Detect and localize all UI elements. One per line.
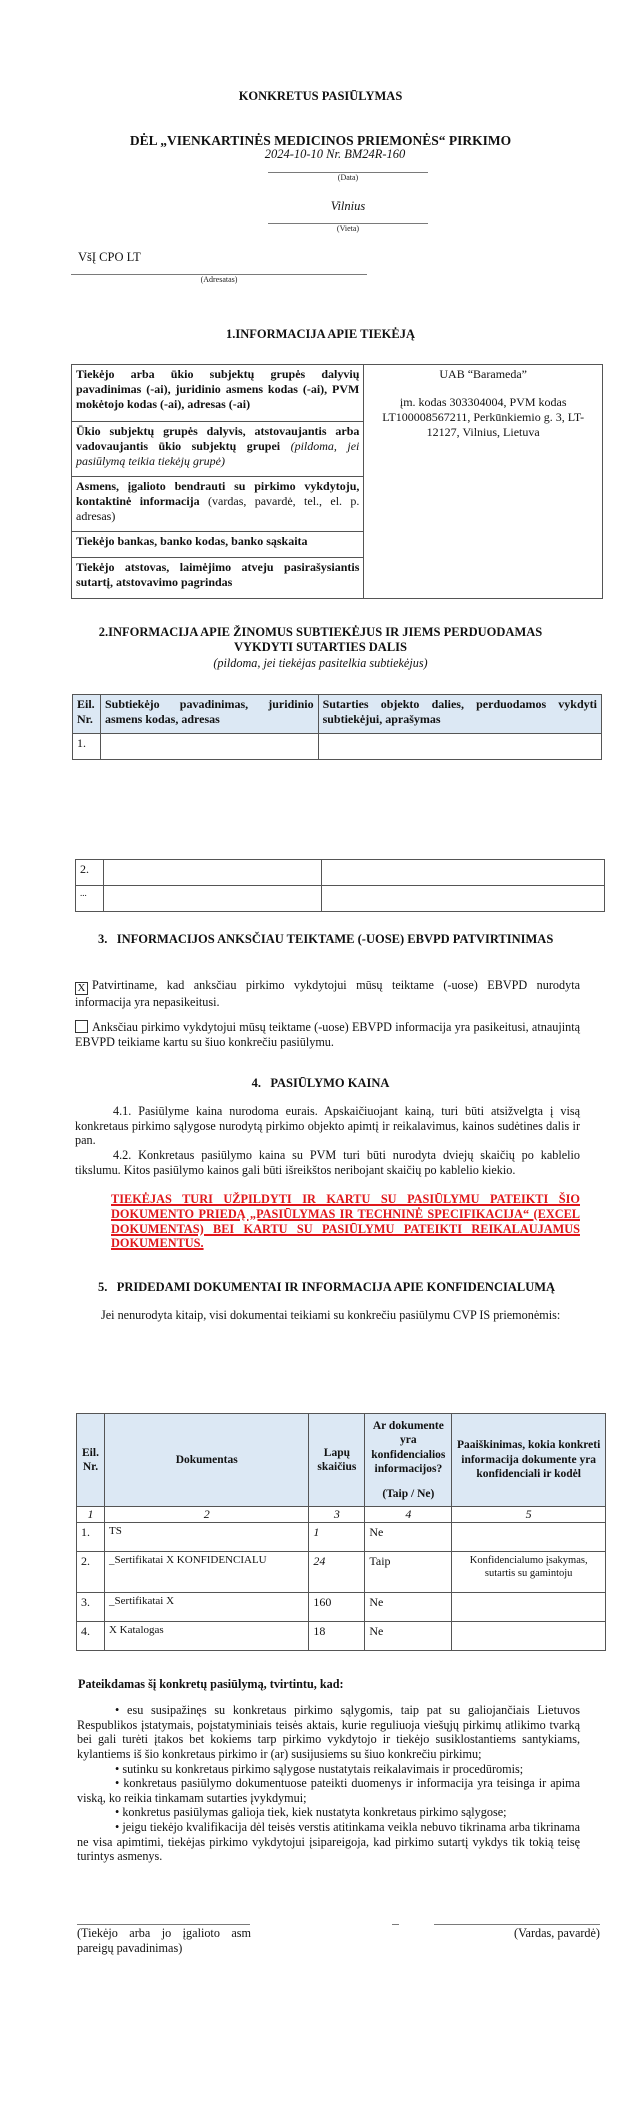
ebvpd-option-unchanged: X Patvirtiname, kad anksčiau pirkimo vykdytojui mūsų teiktame (-uose) EBVPD nurodyta informacija yra nepasikeitusi. xyxy=(75,978,580,1009)
description-cell[interactable] xyxy=(318,734,601,760)
section3-title: 3. INFORMACIJOS ANKSČIAU TEIKTAME (-UOSE) EBVPD PATVIRTINIMAS xyxy=(98,932,554,946)
row-nr: 1. xyxy=(73,734,101,760)
date-caption: (Data) xyxy=(337,173,359,182)
addressee-value: VšĮ CPO LT xyxy=(78,250,141,264)
explanation: Konfidencialumo įsakymas, sutartis su gamintoju xyxy=(452,1552,606,1593)
table-row xyxy=(73,734,602,760)
signature-position-line xyxy=(77,1924,250,1925)
list-item: • jeigu tiekėjo kvalifikacija dėl teisės verstis atitinkama veikla nebuvo tikrinama arba tikrinama ne visa apimtimi, tiekėjas pirkimo vykdytojui įsipareigoja, kad pirkimo sutartį vykdys tik tokią teisę turintys asmenys. xyxy=(77,1820,581,1864)
document-name: TS xyxy=(104,1523,308,1552)
document-name: _Sertifikatai X xyxy=(104,1593,308,1622)
list-item: • sutinku su konkretaus pirkimo sąlygose nustatytais reikalavimais ir procedūromis; xyxy=(115,1761,524,1776)
checkbox-unchecked-icon[interactable] xyxy=(75,1020,88,1033)
table-header-row xyxy=(73,695,602,734)
confidential-flag: Ne xyxy=(365,1622,452,1651)
page-count: 1 xyxy=(309,1523,365,1552)
signature-line xyxy=(392,1924,399,1925)
column-header-nr: Eil. Nr. xyxy=(77,1414,105,1507)
signature-right-caption: (Vardas, pavardė) xyxy=(514,1926,600,1940)
page-count: 24 xyxy=(309,1552,365,1593)
group-representative-label: Ūkio subjektų grupės dalyvis, atstovaujantis arba vadovaujantis ūkio subjektų grupei (pildoma, jei pasiūlymą teikia tiekėjų grupė) xyxy=(72,422,364,477)
document-name: _Sertifikatai X KONFIDENCIALU xyxy=(104,1552,308,1593)
column-number: 5 xyxy=(452,1507,606,1523)
explanation xyxy=(452,1523,606,1552)
signature-name-line xyxy=(434,1924,600,1925)
declaration-title: Pateikdamas šį konkretų pasiūlymą, tvirtintu, kad: xyxy=(78,1677,344,1691)
list-item: • konkretaus pasiūlymo dokumentuose pateikti duomenys ir informacija yra teisinga ir apima viską, ko reikia tinkamam sutarties įvykdymui; xyxy=(77,1776,580,1805)
description-cell[interactable] xyxy=(321,860,604,886)
row-nr: 4. xyxy=(77,1622,105,1651)
row-nr: 3. xyxy=(77,1593,105,1622)
column-numbers-row xyxy=(77,1507,606,1523)
column-header-explanation: Paaiškinimas, kokia konkreti informacija dokumente yra konfidenciali ir kodėl xyxy=(452,1414,606,1507)
row-nr: ... xyxy=(76,886,104,912)
column-number: 4 xyxy=(365,1507,452,1523)
contact-person-label: Asmens, įgalioto bendrauti su pirkimo vykdytoju, kontaktinė informacija (vardas, pavardė, tel., el. p. adresas) xyxy=(72,477,364,532)
column-header-document: Dokumentas xyxy=(104,1414,308,1507)
supplier-info-value xyxy=(364,365,603,599)
column-number: 2 xyxy=(104,1507,308,1523)
signature-left-caption: (Tiekėjo arba jo įgalioto asm pareigų pavadinimas) xyxy=(77,1926,251,1955)
bullet-icon: • xyxy=(115,1805,120,1820)
column-header-description: Sutarties objekto dalies, perduodamos vykdyti subtiekėjui, aprašymas xyxy=(318,695,601,734)
column-number: 3 xyxy=(309,1507,365,1523)
section2-note: (pildoma, jei tiekėjas pasitelkia subtiekėjus) xyxy=(213,656,428,670)
supplier-warning: TIEKĖJAS TURI UŽPILDYTI IR KARTU SU PASIŪLYMU PATEIKTI ŠIO DOKUMENTO PRIEDĄ „PASIŪLYMAS IR TECHNINĖ SPECIFIKACIJA“ (EXCEL DOKUMENTAS) BEI KARTU SU PASIŪLYMU PATEIKTI REIKALAUJAMUS DOKUMENTUS. xyxy=(111,1192,580,1251)
bullet-icon: • xyxy=(115,1776,120,1791)
table-row xyxy=(77,1523,606,1552)
page-count: 18 xyxy=(309,1622,365,1651)
addressee-caption: (Adresatas) xyxy=(200,275,238,284)
subcontractor-cell[interactable] xyxy=(103,860,321,886)
bullet-icon: • xyxy=(115,1761,120,1776)
list-item: • esu susipažinęs su konkretaus pirkimo sąlygomis, taip pat su galiojančiais Lietuvos Respublikos įstatymais, poįstatyminiais teisės aktais, kurie reguliuoja viešųjų pirkimų atlikimo tvarką bei gali turėti įtakos bet kokiems tarp pirkimo vykdytojo ir tiekėjo susiklostantiems santykiams, kylantiems iš šio konkretaus pirkimo ir (ar) susijusiems su šiuo konkrečiu pirkimu; xyxy=(77,1703,580,1761)
column-header-nr: Eil. Nr. xyxy=(73,695,101,734)
section1-title: 1.INFORMACIJA APIE TIEKĖJĄ xyxy=(225,327,416,341)
confidential-flag: Ne xyxy=(365,1593,452,1622)
ebvpd-option-changed: Anksčiau pirkimo vykdytojui mūsų teiktame (-uose) EBVPD informacija yra pasikeitusi, atnaujintą EBVPD teikiame kartu su šiuo konkrečiu pasiūlymu. xyxy=(75,1020,580,1050)
row-nr: 1. xyxy=(77,1523,105,1552)
supplier-name: UAB “Barameda” xyxy=(439,367,528,381)
subcontractor-cell[interactable] xyxy=(103,886,321,912)
subcontractors-table-continued xyxy=(75,859,605,912)
subcontractors-table xyxy=(72,694,602,760)
row-nr: 2. xyxy=(76,860,104,886)
table-header-row xyxy=(77,1414,606,1507)
page-count: 160 xyxy=(309,1593,365,1622)
place-value: Vilnius xyxy=(330,199,366,213)
explanation xyxy=(452,1622,606,1651)
explanation xyxy=(452,1593,606,1622)
bullet-icon: • xyxy=(115,1820,120,1835)
place-caption: (Vieta) xyxy=(336,224,360,233)
subcontractor-cell[interactable] xyxy=(100,734,318,760)
column-number: 1 xyxy=(77,1507,105,1523)
bullet-icon: • xyxy=(115,1703,120,1717)
supplier-info-table xyxy=(71,364,603,599)
checkbox-checked-icon[interactable]: X xyxy=(75,982,88,995)
bank-label: Tiekėjo bankas, banko kodas, banko sąskaita xyxy=(72,532,364,558)
declaration-list xyxy=(77,1703,580,1864)
confidential-flag: Taip xyxy=(365,1552,452,1593)
section5-intro: Jei nenurodyta kitaip, visi dokumentai teikiami su konkrečiu pasiūlymu CVP IS priemonėmis: xyxy=(101,1308,561,1322)
signatory-label: Tiekėjo atstovas, laimėjimo atveju pasirašysiantis sutartį, atstovavimo pagrindas xyxy=(72,558,364,599)
column-header-subcontractor: Subtiekėjo pavadinimas, juridinio asmens kodas, adresas xyxy=(100,695,318,734)
price-paragraph-2: 4.2. Konkretaus pasiūlymo kaina su PVM turi būti nurodyta dviejų skaičių po kablelio tikslumu. Kitos pasiūlymo kainos gali būti išreikštos neribojant skaičių po kablelio kiekio. xyxy=(75,1148,580,1177)
confidential-flag: Ne xyxy=(365,1523,452,1552)
description-cell[interactable] xyxy=(321,886,604,912)
section4-title: 4. PASIŪLYMO KAINA xyxy=(251,1076,390,1090)
price-paragraph-1: 4.1. Pasiūlyme kaina nurodoma eurais. Apskaičiuojant kainą, turi būti atsižvelgta į visą konkretaus pirkimo sąlygose nurodytą pirkimo objekto apimtį ir reikalavimus, kainos sudėtines dalis ir pan. xyxy=(75,1104,580,1148)
table-row xyxy=(76,886,605,912)
table-row xyxy=(76,860,605,886)
date-value: 2024-10-10 Nr. BM24R-160 xyxy=(264,147,406,161)
attached-documents-table xyxy=(76,1413,606,1651)
supplier-name-label: Tiekėjo arba ūkio subjektų grupės dalyvių pavadinimas (-ai), juridinio asmens kodas (-ai), PVM mokėtojo kodas (-ai), adresas (-ai) xyxy=(72,365,364,422)
document-name: X Katalogas xyxy=(104,1622,308,1651)
document-title: KONKRETUS PASIŪLYMAS xyxy=(238,89,403,103)
table-row xyxy=(77,1593,606,1622)
section2-title: 2.INFORMACIJA APIE ŽINOMUS SUBTIEKĖJUS IR JIEMS PERDUODAMAS VYKDYTI SUTARTIES DALIS xyxy=(98,625,543,654)
table-row xyxy=(77,1552,606,1593)
section5-title: 5. PRIDEDAMI DOKUMENTAI IR INFORMACIJA APIE KONFIDENCIALUMĄ xyxy=(98,1280,556,1294)
list-item: • konkretus pasiūlymas galioja tiek, kiek nustatyta konkretaus pirkimo sąlygose; xyxy=(115,1805,507,1820)
column-header-pages: Lapų skaičius xyxy=(309,1414,365,1507)
column-header-confidential: Ar dokumente yra konfidencialios informacijos? (Taip / Ne) xyxy=(365,1414,452,1507)
supplier-details: įm. kodas 303304004, PVM kodas LT100008567211, Perkūnkiemio g. 3, LT-12127, Vilnius, Lietuva xyxy=(382,395,585,439)
row-nr: 2. xyxy=(77,1552,105,1593)
document-subtitle: DĖL „VIENKARTINĖS MEDICINOS PRIEMONĖS“ PIRKIMO xyxy=(129,133,512,148)
table-row xyxy=(77,1622,606,1651)
table-row xyxy=(72,365,603,422)
